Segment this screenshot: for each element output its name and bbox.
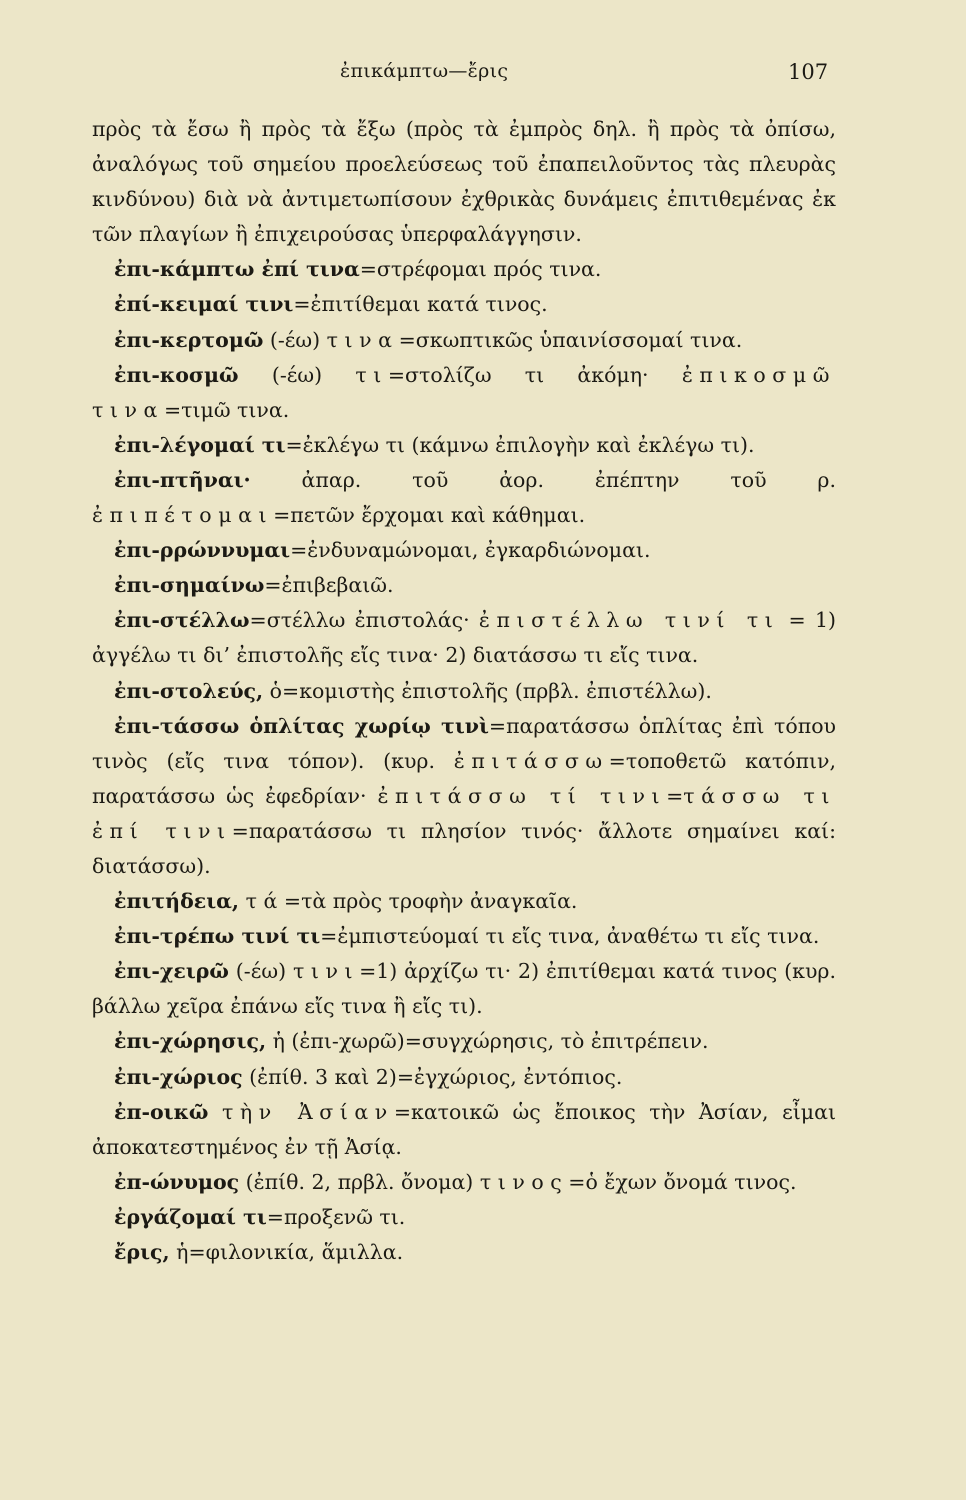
dictionary-entry — [92, 463, 836, 533]
running-head: ἐπικάμπτω—ἔρις — [340, 60, 509, 82]
entry-headword: ἐπι-τάσσω ὁπλίτας χωρίῳ τινὶ — [114, 713, 489, 738]
entry-spaced-text: τάσσω τι ἐπί τινι — [92, 783, 836, 843]
entry-text: =σκωπτικῶς ὑπαινίσσομαί τινα. — [398, 327, 743, 352]
entry-text: =ἐμπιστεύομαί τι εἴς τινα, ἀναθέτω τι εἴς τινα. — [320, 924, 820, 949]
dictionary-entry — [92, 1165, 836, 1200]
dictionary-entry — [92, 568, 836, 603]
entry-text: (ἐπίθ. 2, πρβλ. ὄνομα) — [239, 1169, 480, 1194]
entry-text: =ὁ ἔχων ὄνομά τινος. — [568, 1169, 797, 1194]
dictionary-entry — [92, 1024, 836, 1059]
entry-headword: ἐπι-ρρώννυμαι — [114, 538, 291, 563]
dictionary-entry — [92, 1235, 836, 1270]
entry-text: (-έω) — [238, 362, 356, 387]
dictionary-body — [92, 112, 836, 1270]
entry-text: =1) ἀρχίζω τι· 2) ἐπιτίθεμαι κατά τινος (κυρ. βάλλω χεῖρα ἐπάνω εἴς τινα ἢ εἴς τι). — [92, 959, 836, 1019]
entry-spaced-text: τὴν Ἀσίαν — [222, 1099, 394, 1124]
dictionary-entry — [92, 954, 836, 1024]
entry-text: =στέλλω ἐπιστολάς· — [249, 608, 479, 633]
entry-spaced-text: τινα — [326, 327, 399, 352]
entry-text: =ἐκλέγω τι (κάμνω ἐπιλογὴν καὶ ἐκλέγω τι). — [285, 432, 755, 457]
entry-text: =προξενῶ τι. — [266, 1204, 406, 1229]
dictionary-entry — [92, 919, 836, 954]
entry-text: ἡ=φιλονικία, ἅμιλλα. — [169, 1240, 404, 1264]
entry-text: ὁ=κομιστὴς ἐπιστολῆς (πρβλ. ἐπιστέλλω). — [263, 678, 712, 703]
entry-headword: ἐπιτήδεια, — [114, 889, 240, 914]
page-number: 107 — [788, 60, 829, 84]
dictionary-entry — [92, 287, 836, 322]
entry-text: (ἐπίθ. 3 καὶ 2)=ἐγχώριος, ἐντόπιος. — [242, 1064, 623, 1089]
entry-spaced-text: ἐπιπέτομαι — [92, 503, 274, 528]
dictionary-entry — [92, 252, 836, 287]
entry-spaced-text: ἐπιτάσσω — [453, 748, 609, 773]
entry-headword: ἐπι-στέλλω — [114, 608, 250, 633]
entry-headword: ἐπι-πτῆναι· — [114, 467, 251, 492]
entry-text: =τὰ πρὸς τροφὴν ἀναγκαῖα. — [283, 889, 578, 914]
entry-text: =κατοικῶ ὡς ἔποικος τὴν Ἀσίαν, εἶμαι ἀποκατεστημένος ἐν τῇ Ἀσίᾳ. — [92, 1099, 836, 1159]
entry-headword: ἐπι-σημαίνω — [114, 573, 265, 598]
dictionary-entry — [92, 428, 836, 463]
entry-headword: ἐπι-κερτομῶ — [114, 327, 264, 352]
dictionary-entry — [92, 709, 836, 884]
entry-spaced-text: ἐπιστέλλω τινί τι — [478, 608, 780, 633]
entry-text: =ἐνδυναμώνομαι, ἐγκαρδιώνομαι. — [290, 538, 651, 563]
entry-headword: ἐπι-λέγομαί τι — [114, 432, 286, 457]
dictionary-entry — [92, 674, 836, 709]
page-header — [0, 60, 966, 92]
continued-text: πρὸς τὰ ἔσω ἢ πρὸς τὰ ἔξω (πρὸς τὰ ἐμπρὸς δηλ. ἢ πρὸς τὰ ὀπίσω, ἀναλόγως τοῦ σημείου προελεύσεως τοῦ ἐπαπειλοῦντος τὰς πλευρὰς κινδύνου) διὰ νὰ ἀντιμετωπίσουν ἐχθρικὰς δυνάμεις ἐπιτιθεμένας ἐκ τῶν πλαγίων ἢ ἐπιχειρούσας ὑπερφαλάγγησιν. — [92, 117, 836, 247]
entry-text: =πετῶν ἔρχομαι καὶ κάθημαι. — [273, 503, 586, 528]
entry-spaced-text: τι — [355, 362, 388, 387]
entry-text: =τοποθετῶ κατόπιν, παρατάσσω ὡς ἐφεδρίαν· — [92, 748, 836, 808]
dictionary-entry — [92, 884, 836, 919]
entry-headword: ἐργάζομαί τι — [114, 1204, 267, 1229]
dictionary-entry — [92, 1060, 836, 1095]
entry-text: =ἐπιβεβαιῶ. — [264, 573, 394, 598]
entry-text: =παρατάσσω τι πλησίον τινός· ἄλλοτε σημαίνει καί: διατάσσω). — [92, 818, 836, 878]
dictionary-entry — [92, 323, 836, 358]
dictionary-entry — [92, 1200, 836, 1235]
entry-spaced-text: τινος — [479, 1169, 569, 1194]
entry-text: (-έω) — [228, 959, 293, 984]
entry-headword: ἔρις, — [114, 1240, 170, 1264]
entry-text: = 1) ἀγγέλω τι δι’ ἐπιστολῆς εἴς τινα· 2) διατάσσω τι εἴς τινα. — [92, 608, 837, 668]
entry-spaced-text: ἐπιτάσσω τί τινι — [377, 783, 667, 808]
entry-headword: ἐπι-χώρησις, — [114, 1029, 267, 1054]
dictionary-entry — [92, 603, 836, 673]
entry-text: (-έω) — [263, 327, 327, 352]
entry-text: = — [666, 783, 684, 808]
entry-headword: ἐπ-ώνυμος — [114, 1169, 240, 1194]
dictionary-entry — [92, 358, 836, 428]
entry-text: ἡ (ἐπι-χωρῶ)=συγχώρησις, τὸ ἐπιτρέπειν. — [266, 1029, 709, 1054]
entry-spaced-text: τά — [245, 889, 284, 914]
entry-list — [92, 252, 836, 1270]
entry-text: =τιμῶ τινα. — [163, 397, 290, 422]
entry-headword: ἐπι-τρέπω τινί τι — [114, 924, 321, 949]
entry-headword: ἐπ-οικῶ — [114, 1099, 209, 1124]
entry-headword: ἐπί-κειμαί τινι — [114, 292, 294, 317]
dictionary-entry — [92, 1095, 836, 1165]
entry-headword: ἐπι-χώριος — [114, 1064, 243, 1089]
entry-spaced-text: ἐπικοσμῶ τινα — [92, 362, 836, 422]
entry-headword: ἐπι-χειρῶ — [114, 959, 229, 984]
entry-text: =στολίζω τι ἀκόμη· — [387, 362, 682, 387]
entry-headword: ἐπι-κάμπτω ἐπί τινα — [114, 257, 360, 282]
entry-text: ἀπαρ. τοῦ ἀορ. ἐπέπτην τοῦ ρ. — [250, 467, 836, 492]
entry-headword: ἐπι-κοσμῶ — [114, 362, 239, 387]
entry-headword: ἐπι-στολεύς, — [114, 678, 264, 703]
entry-text — [208, 1100, 222, 1124]
entry-text: =παρατάσσω ὁπλίτας ἐπὶ τόπου τινὸς (εἴς τινα τόπον). (κυρ. — [92, 713, 837, 773]
dictionary-entry — [92, 533, 836, 568]
entry-text: =στρέφομαι πρός τινα. — [359, 257, 602, 282]
entry-spaced-text: τινι — [292, 959, 360, 984]
entry-text: =ἐπιτίθεμαι κατά τινος. — [293, 292, 548, 317]
